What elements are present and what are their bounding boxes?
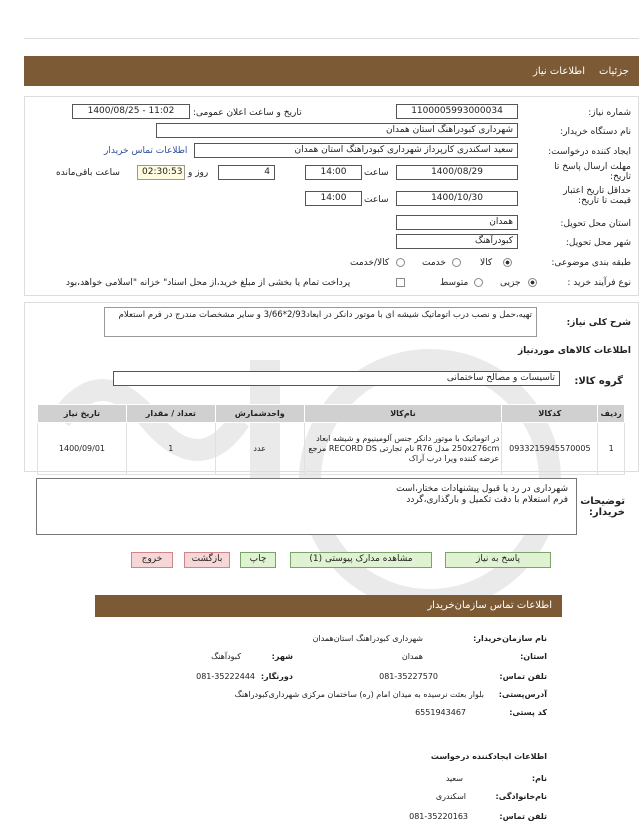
cell-unit: عدد <box>215 423 304 475</box>
table-row <box>38 423 625 475</box>
col-unit: واحدشمارش <box>215 405 304 423</box>
deadline-label: مهلت ارسال پاسخ تا تاریخ: <box>554 162 631 182</box>
need-number-label: شماره نیاز: <box>588 108 631 118</box>
contact-province-label: استان: <box>520 652 547 661</box>
remaining-time-field: 02:30:53 <box>137 165 185 180</box>
contact-city-value: کبودآهنگ <box>211 652 241 661</box>
buyer-org-field: شهرداری کبودراهنگ استان همدان <box>156 123 518 138</box>
contact-postal-label: کد پستی: <box>509 708 547 717</box>
proc-partial-radio[interactable] <box>528 278 537 287</box>
col-row: ردیف <box>598 405 625 423</box>
requester-section-title: اطلاعات ایجادکننده درخواست <box>430 752 547 761</box>
province-field: همدان <box>396 215 518 230</box>
requester-last-name-value: اسکندری <box>435 792 466 801</box>
deadline-date-field: 1400/08/29 <box>396 165 518 180</box>
org-name-label: نام سازمان‌خریدار: <box>473 634 547 643</box>
need-number-field: 1100005993000034 <box>396 104 518 119</box>
contact-address-value: بلوار بعثت نرسیده به میدان امام (ره) ساختمان مرکزی شهرداری‌کبودراهنگ <box>234 690 484 699</box>
days-field: 4 <box>218 165 275 180</box>
creator-label: ایجاد کننده درخواست: <box>548 147 631 157</box>
buyer-notes-line1: شهرداری در رد یا قبول پیشنهادات مختار،است <box>396 484 568 494</box>
requester-first-name-label: نام: <box>531 774 547 783</box>
reply-button[interactable]: پاسخ به نیاز <box>445 552 551 568</box>
province-label: استان محل تحویل: <box>560 219 631 229</box>
contact-fax-value: 081-35222444 <box>196 672 255 681</box>
cat-service-radio[interactable] <box>452 258 461 267</box>
goods-group-label: گروه کالا: <box>574 376 623 387</box>
contact-province-value: همدان <box>401 652 423 661</box>
cell-date: 1400/09/01 <box>38 423 127 475</box>
buyer-notes-box <box>36 478 577 535</box>
proc-medium-label: متوسط <box>440 278 469 288</box>
payment-note: پرداخت تمام یا بخشی از مبلغ خرید،از محل اسناد" خزانه "اسلامی خواهد،بود <box>66 278 351 288</box>
validity-time-label: ساعت <box>364 195 389 205</box>
contact-phone-value: 081-35227570 <box>379 672 438 681</box>
proc-medium-radio[interactable] <box>474 278 483 287</box>
requester-first-name-value: سعید <box>445 774 463 783</box>
validity-label: حداقل تاریخ اعتبار قیمت تا تاریخ: <box>563 186 631 206</box>
process-label: نوع فرآیند خرید : <box>567 278 631 288</box>
tab-need-info[interactable]: اطلاعات نیاز <box>533 65 586 77</box>
print-button[interactable]: چاپ <box>240 552 276 568</box>
cat-goods-service-label: کالا/خدمت <box>350 258 390 268</box>
goods-section-title: اطلاعات کالاهای موردنیاز <box>517 346 631 356</box>
cat-service-label: خدمت <box>422 258 446 268</box>
contact-phone-label: تلفن تماس: <box>499 672 547 681</box>
contact-fax-label: دورنگار: <box>260 672 293 681</box>
contact-postal-value: 6551943467 <box>415 708 466 717</box>
remaining-label: ساعت باقی‌مانده <box>56 168 120 178</box>
org-name-value: شهرداری کبودراهنگ استان‌همدان <box>312 634 423 643</box>
contact-address-label: آدرس‌پستی: <box>498 690 547 699</box>
deadline-time-label: ساعت <box>364 168 389 178</box>
summary-text: تهیه،حمل و نصب درب اتوماتیک شیشه ای با موتور دانکر در ابعاد2/93*3/66 و سایر مشخصات مندرج در فرم استعلام <box>104 307 537 337</box>
days-label: روز و <box>188 168 209 178</box>
validity-time-field: 14:00 <box>305 191 362 206</box>
validity-date-field: 1400/10/30 <box>396 191 518 206</box>
goods-table <box>37 404 625 475</box>
cat-goods-label: کالا <box>480 258 493 268</box>
goods-table-header <box>38 405 625 423</box>
proc-partial-label: جزیی <box>500 278 521 288</box>
cat-goods-service-radio[interactable] <box>396 258 405 267</box>
summary-label: شرح کلی نیاز: <box>566 318 631 328</box>
payment-checkbox[interactable] <box>396 278 405 287</box>
contact-city-label: شهر: <box>271 652 293 661</box>
col-code: کدکالا <box>502 405 598 423</box>
cell-qty: 1 <box>126 423 215 475</box>
buyer-contact-link[interactable]: اطلاعات تماس خریدار <box>104 146 188 156</box>
buyer-org-label: نام دستگاه خریدار: <box>560 127 631 137</box>
cat-goods-radio[interactable] <box>503 258 512 267</box>
city-field: کبودرآهنگ <box>396 234 518 249</box>
creator-field: سعید اسکندری کارپرداز شهرداری کبودراهنگ استان همدان <box>194 143 518 158</box>
goods-group-field: تاسیسات و مصالح ساختمانی <box>113 371 560 386</box>
announce-label: تاریخ و ساعت اعلان عمومی: <box>193 108 302 118</box>
col-name: نام‌کالا <box>304 405 502 423</box>
requester-phone-label: تلفن تماس: <box>499 812 547 821</box>
buyer-notes-label: توضیحات خریدار: <box>580 496 625 518</box>
city-label: شهر محل تحویل: <box>565 238 631 248</box>
top-divider <box>24 38 639 39</box>
tab-details[interactable]: جزئیات <box>599 65 629 77</box>
cell-row: 1 <box>598 423 625 475</box>
contact-section-title: اطلاعات تماس سازمان‌خریدار <box>95 595 562 617</box>
announce-field: 1400/08/25 - 11:02 <box>72 104 190 119</box>
exit-button[interactable]: خروج <box>131 552 173 568</box>
header-bar <box>24 56 639 86</box>
cell-name: در اتوماتیک با موتور دانکر جنس آلومینیوم و شیشه ابعاد 250x276cm مدل R76 نام تجارتی RECORD DS مرجع عرضه کننده ویرا درب آراک <box>304 423 502 475</box>
requester-phone-value: 081-35220163 <box>409 812 468 821</box>
back-button[interactable]: بازگشت <box>184 552 230 568</box>
cell-code: 0933215945570005 <box>502 423 598 475</box>
buyer-notes-line2: فرم استعلام با دقت تکمیل و بارگذاری،گردد <box>406 495 568 505</box>
requester-last-name-label: نام‌خانوادگی: <box>495 792 547 801</box>
col-date: تاریخ نیاز <box>38 405 127 423</box>
col-qty: تعداد / مقدار <box>126 405 215 423</box>
deadline-time-field: 14:00 <box>305 165 362 180</box>
attachments-button[interactable]: مشاهده مدارک پیوستی (1) <box>290 552 432 568</box>
category-label: طبقه بندی موضوعی: <box>551 258 631 268</box>
